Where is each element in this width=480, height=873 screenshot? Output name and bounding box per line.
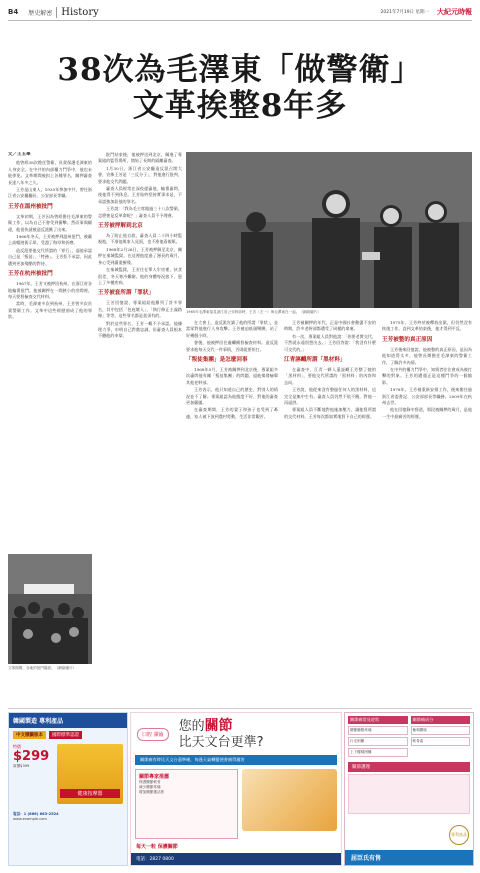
- price: $299: [13, 749, 50, 764]
- ad-phone: 電話：1 (866) 663-2524: [13, 812, 59, 816]
- ad3-brand: 屈臣氏有售: [345, 850, 473, 865]
- ad3-item: 葡萄糖胺: [411, 726, 471, 735]
- paragraph: 王芳後來回憶說，他被整的真正原因，是因為他知道得太多。他曾長期擔任毛澤東的警衛工作，了解許多內情。: [382, 346, 472, 365]
- paragraph: 當時，毛澤東多次到杭州，王芳曾多次負責警衛工作。文革中這些經歷卻成了他的罪狀。: [8, 301, 92, 320]
- subheading: 王芳被整的真正原因: [382, 336, 433, 343]
- ad-headline-b: 比天文台更準?: [178, 735, 264, 750]
- paragraph: 在審查中，江青一夥人還誣衊王芳整了她的「黑材料」，要他交代所謂的「黑材料」的內容和去向。: [284, 367, 376, 385]
- ad-massager[interactable]: [8, 712, 128, 866]
- mao-photo: [186, 152, 472, 308]
- price-note: 原價$399: [13, 764, 30, 768]
- section-name: 歷史解密: [28, 9, 53, 17]
- paragraph: 文革初期，王芳因為曾經擔任毛澤東的警衛工作，以為自己不會受到衝擊。然而事與願違，他很快就被造反派揪了出來。: [8, 213, 92, 232]
- paragraph: 王芳說：「我為毛主席做過三十八次警衛，怎麼會是反革命呢？」審查人員不予理會。: [98, 206, 182, 218]
- paragraph: 專案組人員不斷地對他施加壓力，讓他寫所謂的交代材料。王芳每次都如實地寫下自己的經歷。: [284, 407, 376, 419]
- crowd-photo-image: [8, 554, 92, 664]
- ad3-item: 軟骨素: [411, 737, 471, 746]
- ad-badge: 國際標準認證: [49, 731, 82, 739]
- ad3-title-3: 關節護理: [348, 762, 470, 772]
- ad-box-item: 減少關節疼痛: [139, 785, 161, 789]
- section-name-en: History: [56, 7, 99, 18]
- ad-website[interactable]: www.example.com: [13, 817, 47, 821]
- paragraph: 王芳表示，他只知道自己的歷史，對別人的情況並不了解。專案組認為他態度不好，對他的審查更加嚴厲。: [186, 387, 278, 406]
- article-column-2: [98, 152, 182, 672]
- ad-box-title: 關節專家推薦: [139, 774, 170, 780]
- paragraph: 他曾經38次擔任警衛，負責保護毛澤東的人身安全。在中共的內部權力鬥爭中，他也未能倖免。文革期間被扣上各種罪名，關押審查長達八年多之久。: [8, 160, 92, 185]
- product-name: 健康按摩器: [60, 789, 120, 798]
- article-column-1: [8, 152, 92, 550]
- ad3-item: 關節腫脹疼痛: [348, 726, 408, 735]
- ad3-item: 上下樓梯困難: [348, 748, 408, 757]
- article-column-5: [382, 320, 472, 672]
- paragraph: 為了防止他自殺，審查人員二十四小時監視他，不准他與家人見面，也不准他看報紙。: [98, 233, 182, 245]
- ad-joint-care[interactable]: [344, 712, 474, 866]
- headline-line-2: 文革挨整8年多: [132, 88, 348, 124]
- ad3-title-2: 關節痛成分: [411, 716, 471, 724]
- paragraph: 會後，他被押回住處繼續寫檢查材料。造反派要求他每天交代一件事情，否則就要挨打。: [186, 340, 278, 352]
- ad-joint[interactable]: [130, 712, 342, 866]
- paragraph: 他在回憶錄中寫道，那段被關押的歲月，是他一生中最痛苦的經歷。: [382, 407, 472, 419]
- paragraph: 王芳是山東人，1935年參加中共，曾任浙江省公安廳廳長、公安部長等職。: [8, 187, 92, 199]
- paragraph: 王芳回憶說，專案組給他羅列了許多罪名，其中包括「包庇壞人」、「執行修正主義路線」等等。這些罪名都是莫須有的。: [98, 300, 182, 319]
- ad-product-image: [242, 769, 337, 831]
- ad-headline-highlight: 關節: [204, 718, 233, 734]
- ad-divider: [8, 708, 472, 709]
- ad-banner: 關節痛有時比天文台還準確，每逢天氣轉變便會痛得厲害: [135, 755, 337, 765]
- article-column-3: [186, 320, 278, 672]
- paragraph: 造反派要他交代所謂的「罪行」，逼他承認自己是「叛徒」、「特務」。王芳拒不承認，因此遭到更加殘酷的對待。: [8, 247, 92, 266]
- ad3-seal: 專利產品: [449, 825, 469, 845]
- paragraph: 1978年，王芳被重新安排工作，後來擔任過浙江省委書記、公安部部長等職務。2009年在杭州去世。: [382, 387, 472, 406]
- paragraph: 審查人員經常在深夜提審他，輪番審問，使他得不到休息。王芳始終堅持實事求是，不承認強加給他的罪名。: [98, 186, 182, 204]
- subheading: 王芳在杭州被批鬥: [8, 271, 53, 278]
- paragraph: 1966年冬天，王芳被押到溫州批鬥，被戴上高帽遊街示眾，受盡了侮辱和折磨。: [8, 234, 92, 246]
- ad-box-item: 增加關節靈活度: [139, 790, 165, 794]
- paragraph: 在中共的權力鬥爭中，知情者往往會成為被打擊的對象。王芳的遭遇正是這種鬥爭的一個縮影。: [382, 367, 472, 385]
- crowd-photo: [8, 554, 92, 664]
- mao-photo-image: [186, 152, 472, 308]
- product-box: [57, 744, 123, 804]
- ad3-title-1: 關節痛常見症狀: [348, 716, 408, 724]
- price-label: 特價: [13, 744, 21, 749]
- paragraph: 對於這些罪名，王芳一概不予承認。他據理力爭，申明自己對黨忠誠，但審查人員根本不聽他的申辯。: [98, 320, 182, 339]
- newspaper-logo: 大紀元時報: [437, 8, 472, 16]
- paragraph: 王芳說，他從來沒有整過任何人的黑材料，這完全是無中生有。審查人員仍然不依不饒，對他一再逼供。: [284, 387, 376, 406]
- ad-headline-a: 您的: [178, 719, 205, 734]
- ad-tag: 口腔 潔齒: [137, 728, 169, 741]
- photo-caption: 1965年毛澤東接見浙江省公安幹部時，王芳（左一）與毛澤東在一起。（網絡圖片）: [186, 310, 321, 314]
- paragraph: 在大會上，造反派宣讀了他的所謂「罪狀」，並當眾對他進行人身攻擊。王芳被迫低頭彎腰，站了好幾個小時。: [186, 320, 278, 338]
- paragraph: 1月30日，浙江省公安廳造反派召開大會，宣佈王芳是「三反分子」，對他進行批判，要求他交代問題。: [98, 165, 182, 184]
- subheading: 江青誣衊所謂「黑材料」: [284, 357, 346, 364]
- subheading: 「叛徒集團」是怎麼回事: [186, 357, 248, 364]
- headline-line-1: 38次為毛澤東「做警衛」: [57, 52, 423, 88]
- paragraph: 在秦城監獄，王芳住在單人牢房裡，伙食很差，冬天寒冷難耐。他的身體每況愈下，患上了多種疾病。: [98, 267, 182, 285]
- paragraph: 在審查期間，王芳的妻子和孩子也受到了牽連，家人被下放到農村勞動，生活非常艱苦。: [186, 407, 278, 419]
- paragraph: 王芳被關押的年代，正是中國社會動盪不安的時期，許多老幹部都遭受了同樣的命運。: [284, 320, 376, 332]
- subheading: 王芳在溫州被批鬥: [8, 203, 53, 210]
- ad3-item: 行走困難: [348, 737, 408, 746]
- subheading: 王芳被套所謂「罪狀」: [98, 290, 154, 297]
- page-header: [8, 4, 472, 21]
- ad-box-item: 保護關節軟骨: [139, 780, 161, 784]
- page-number: B4: [8, 8, 19, 16]
- ad-label: 中文標籤版本: [13, 731, 46, 739]
- paragraph: 有一次，專案組人員對他說：「你要老實交代，不然就永遠別想出去。」王芳回答說：「我沒有什麼可交代的。」: [284, 333, 376, 352]
- paragraph: 1975年，王芳終於被釋放出獄，但仍然沒有恢復工作。直到文革結束後，他才得到平反。: [382, 320, 472, 332]
- paragraph: 1968年2月26日，王芳被押解至北京，關押在秦城監獄。在這裡他度過了漫長的歲月，身心受到嚴重摧殘。: [98, 246, 182, 265]
- photo-caption: 文革期間，各地的批鬥場面。（網絡圖片）: [8, 666, 77, 670]
- article-column-4: [284, 320, 376, 672]
- subheading: 王芳被押解到北京: [98, 223, 143, 230]
- paragraph: 1967年，王芳又被押回杭州，在浙江省各地輪番批鬥。他被關押在一間狹小的房間裡，每天要寫檢查交代材料。: [8, 281, 92, 299]
- ad-note: 每天一粒 保護關節: [136, 844, 178, 850]
- paragraph: 1968年5月，王芳被關押到北京後，專案組多次審問他有關「叛徒集團」的問題，逼他揭發檢舉其他老幹部。: [186, 367, 278, 385]
- headline: [10, 52, 470, 124]
- paragraph: 批鬥結束後，他被押送到北京，關進了專案組的監管場所，開始了長期的隔離審查。: [98, 152, 182, 164]
- issue-date: 2021年7月19日 星期一: [380, 10, 429, 15]
- byline: 文／王玉華: [8, 152, 31, 157]
- ad-footer: 電話：2827 0800: [131, 853, 341, 865]
- ad3-diagram: [348, 774, 470, 814]
- ad-title: 韓國製造 專利產品: [9, 713, 127, 728]
